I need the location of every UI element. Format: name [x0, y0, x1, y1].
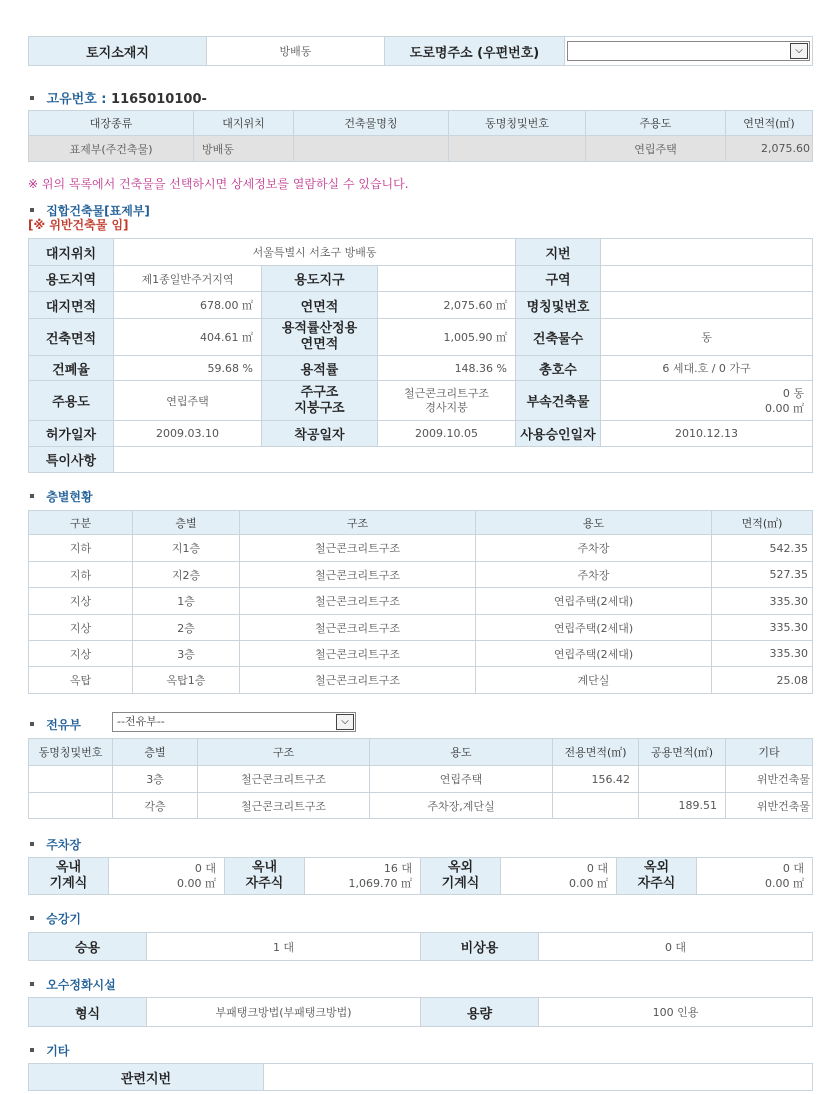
road-address-label: 도로명주소 (우편번호) [385, 37, 565, 66]
ledger-header: 건축물명칭 [294, 111, 449, 136]
floor-structure: 철근콘크리트구조 [240, 667, 476, 694]
approval-date-label: 사용승인일자 [516, 421, 601, 447]
bullet-icon [30, 1048, 34, 1052]
address-table [28, 36, 813, 66]
units-label: 총호수 [516, 356, 601, 381]
parking-title: 주차장 [46, 838, 81, 852]
floor-structure: 철근콘크리트구조 [240, 641, 476, 667]
floor-type: 지상 [29, 588, 133, 615]
structure-label: 주구조 지붕구조 [262, 381, 378, 421]
elevator-table [28, 932, 813, 961]
road-address-select-value [568, 44, 572, 57]
bullet-icon [30, 842, 34, 846]
total-floor-value: 2,075.60 ㎡ [378, 292, 516, 319]
far-floor-value: 1,005.90 ㎡ [378, 319, 516, 356]
parking-outdoor-mech-value: 0 대 0.00 ㎡ [501, 858, 617, 895]
bullet-icon [30, 982, 34, 986]
bullet-icon [30, 494, 34, 498]
floor-level: 2층 [133, 615, 240, 641]
floor-structure: 철근콘크리트구조 [240, 615, 476, 641]
permit-date-value: 2009.03.10 [114, 421, 262, 447]
chevron-down-icon: ⌵ [336, 714, 354, 730]
floor-type: 지상 [29, 615, 133, 641]
building-area-label: 건축면적 [29, 319, 114, 356]
annex-label: 부속건축물 [516, 381, 601, 421]
related-lot-label: 관련지번 [29, 1064, 264, 1091]
unit-etc: 위반건축물 [726, 793, 813, 819]
permit-date-label: 허가일자 [29, 421, 114, 447]
elevator-emergency-label: 비상용 [421, 933, 539, 961]
unit-name [29, 766, 113, 793]
floor-area: 335.30 [712, 641, 813, 667]
structure-value: 철근콘크리트구조 경사지붕 [378, 381, 516, 421]
table-row [29, 641, 813, 667]
unit-exclusive-area: 156.42 [553, 766, 639, 793]
ledger-cell: 2,075.60 [726, 136, 813, 162]
table-row [29, 793, 813, 819]
table-row [29, 588, 813, 615]
unique-number [30, 88, 207, 107]
sewage-type-label: 형식 [29, 998, 147, 1027]
ledger-table [28, 110, 813, 162]
table-row [29, 766, 813, 793]
lot-value [601, 239, 813, 266]
exclusive-select[interactable] [112, 712, 356, 732]
floors-header: 구조 [240, 511, 476, 535]
zone-value: 제1종일반주거지역 [114, 266, 262, 292]
exclusive-table [28, 738, 813, 819]
floor-level: 3층 [133, 641, 240, 667]
building-count-label: 건축물수 [516, 319, 601, 356]
zone-label: 용도지역 [29, 266, 114, 292]
land-area-label: 대지면적 [29, 292, 114, 319]
sewage-capacity-value: 100 인용 [539, 998, 813, 1027]
exclusive-title: 전유부 [46, 718, 81, 732]
sewage-type-value: 부패탱크방법(부패탱크방법) [147, 998, 421, 1027]
floor-structure: 철근콘크리트구조 [240, 535, 476, 562]
site-label: 대지위치 [29, 239, 114, 266]
floor-level: 지2층 [133, 562, 240, 588]
floor-level: 지1층 [133, 535, 240, 562]
parking-outdoor-self-label: 옥외 자주식 [617, 858, 697, 895]
floor-use: 연립주택(2세대) [476, 615, 712, 641]
exclusive-heading [30, 716, 81, 733]
parking-indoor-self-value: 16 대 1,069.70 ㎡ [305, 858, 421, 895]
ledger-row[interactable] [29, 136, 813, 162]
unit-etc: 위반건축물 [726, 766, 813, 793]
exclusive-header: 용도 [370, 739, 553, 766]
floor-area: 335.30 [712, 615, 813, 641]
related-lot-value [264, 1064, 813, 1091]
etc-table [28, 1063, 813, 1091]
floors-table [28, 510, 813, 694]
ledger-cell: 표제부(주건축물) [29, 136, 194, 162]
parking-heading [30, 836, 81, 853]
floor-use: 주차장 [476, 562, 712, 588]
floors-header: 층별 [133, 511, 240, 535]
approval-date-value: 2010.12.13 [601, 421, 813, 447]
sewage-title: 오수정화시설 [46, 978, 116, 992]
floor-type: 지하 [29, 535, 133, 562]
building-area-value: 404.61 ㎡ [114, 319, 262, 356]
site-value: 서울특별시 서초구 방배동 [114, 239, 516, 266]
land-location-value: 방배동 [207, 37, 385, 66]
floor-type: 옥탑 [29, 667, 133, 694]
sewage-heading [30, 976, 116, 993]
area-label: 구역 [516, 266, 601, 292]
far-floor-label: 용적률산정용 연면적 [262, 319, 378, 356]
bullet-icon [30, 916, 34, 920]
chevron-down-icon: ⌵ [790, 43, 808, 59]
floor-type: 지하 [29, 562, 133, 588]
unit-use: 주차장,계단실 [370, 793, 553, 819]
floor-structure: 철근콘크리트구조 [240, 562, 476, 588]
parking-indoor-mech-value: 0 대 0.00 ㎡ [109, 858, 225, 895]
land-area-value: 678.00 ㎡ [114, 292, 262, 319]
ledger-cell: 연립주택 [586, 136, 726, 162]
unit-common-area: 189.51 [639, 793, 726, 819]
floors-header: 면적(㎡) [712, 511, 813, 535]
floor-level: 옥탑1층 [133, 667, 240, 694]
special-label: 특이사항 [29, 447, 114, 473]
notice-text: ※ 위의 목록에서 건축물을 선택하시면 상세정보를 열람하실 수 있습니다. [28, 177, 409, 191]
bullet-icon [30, 96, 34, 100]
etc-title: 기타 [46, 1044, 70, 1058]
floor-use: 연립주택(2세대) [476, 588, 712, 615]
floor-area: 542.35 [712, 535, 813, 562]
floor-type: 지상 [29, 641, 133, 667]
unit-structure: 철근콘크리트구조 [198, 793, 370, 819]
building-count-value: 동 [601, 319, 813, 356]
ledger-cell [294, 136, 449, 162]
table-row [29, 562, 813, 588]
sewage-table [28, 997, 813, 1027]
unit-structure: 철근콘크리트구조 [198, 766, 370, 793]
elevator-title: 승강기 [46, 912, 81, 926]
exclusive-header: 구조 [198, 739, 370, 766]
elevator-passenger-value: 1 대 [147, 933, 421, 961]
violation-notice: [※ 위반건축물 임] [28, 218, 129, 232]
parking-outdoor-mech-label: 옥외 기계식 [421, 858, 501, 895]
floor-use: 연립주택(2세대) [476, 641, 712, 667]
total-floor-label: 연면적 [262, 292, 378, 319]
exclusive-header: 층별 [113, 739, 198, 766]
elevator-emergency-value: 0 대 [539, 933, 813, 961]
bcr-label: 건폐율 [29, 356, 114, 381]
unit-exclusive-area [553, 793, 639, 819]
table-row [29, 535, 813, 562]
detail-table [28, 238, 813, 473]
ledger-cell [449, 136, 586, 162]
floor-area: 527.35 [712, 562, 813, 588]
parking-table [28, 857, 813, 895]
exclusive-select-value: --전유부-- [117, 715, 165, 728]
ledger-header: 주용도 [586, 111, 726, 136]
etc-heading [30, 1042, 69, 1059]
ledger-header: 연면적(㎡) [726, 111, 813, 136]
unit-floor: 3층 [113, 766, 198, 793]
start-date-label: 착공일자 [262, 421, 378, 447]
ledger-header: 대지위치 [194, 111, 294, 136]
bullet-icon [30, 208, 34, 212]
elevator-passenger-label: 승용 [29, 933, 147, 961]
floor-use: 계단실 [476, 667, 712, 694]
title-section-title: 집합건축물[표제부] [46, 204, 150, 218]
floor-area: 25.08 [712, 667, 813, 694]
annex-value: 0 동 0.00 ㎡ [601, 381, 813, 421]
district-label: 용도지구 [262, 266, 378, 292]
unit-common-area [639, 766, 726, 793]
floor-use: 주차장 [476, 535, 712, 562]
far-label: 용적률 [262, 356, 378, 381]
name-value [601, 292, 813, 319]
unique-number-value: 1165010100- [111, 92, 207, 107]
unique-number-label: 고유번호 : [46, 92, 107, 107]
parking-indoor-mech-label: 옥내 기계식 [29, 858, 109, 895]
exclusive-header: 동명칭및번호 [29, 739, 113, 766]
unit-floor: 각층 [113, 793, 198, 819]
main-use-label: 주용도 [29, 381, 114, 421]
table-row [29, 615, 813, 641]
floor-level: 1층 [133, 588, 240, 615]
floors-heading [30, 488, 93, 505]
district-value [378, 266, 516, 292]
land-location-label: 토지소재지 [29, 37, 207, 66]
lot-label: 지번 [516, 239, 601, 266]
start-date-value: 2009.10.05 [378, 421, 516, 447]
floors-header: 용도 [476, 511, 712, 535]
far-value: 148.36 % [378, 356, 516, 381]
bullet-icon [30, 722, 34, 726]
elevator-heading [30, 910, 81, 927]
exclusive-header: 기타 [726, 739, 813, 766]
road-address-select[interactable] [567, 41, 810, 61]
floor-structure: 철근콘크리트구조 [240, 588, 476, 615]
floors-title: 층별현황 [46, 490, 93, 504]
ledger-header: 동명칭및번호 [449, 111, 586, 136]
unit-name [29, 793, 113, 819]
unit-use: 연립주택 [370, 766, 553, 793]
main-use-value: 연립주택 [114, 381, 262, 421]
units-value: 6 세대.호 / 0 가구 [601, 356, 813, 381]
floor-area: 335.30 [712, 588, 813, 615]
ledger-header: 대장종류 [29, 111, 194, 136]
parking-outdoor-self-value: 0 대 0.00 ㎡ [697, 858, 813, 895]
special-value [114, 447, 813, 473]
exclusive-header: 전용면적(㎡) [553, 739, 639, 766]
bcr-value: 59.68 % [114, 356, 262, 381]
ledger-cell: 방배동 [194, 136, 294, 162]
sewage-capacity-label: 용량 [421, 998, 539, 1027]
area-value [601, 266, 813, 292]
parking-indoor-self-label: 옥내 자주식 [225, 858, 305, 895]
name-label: 명칭및번호 [516, 292, 601, 319]
floors-header: 구분 [29, 511, 133, 535]
exclusive-header: 공용면적(㎡) [639, 739, 726, 766]
table-row [29, 667, 813, 694]
